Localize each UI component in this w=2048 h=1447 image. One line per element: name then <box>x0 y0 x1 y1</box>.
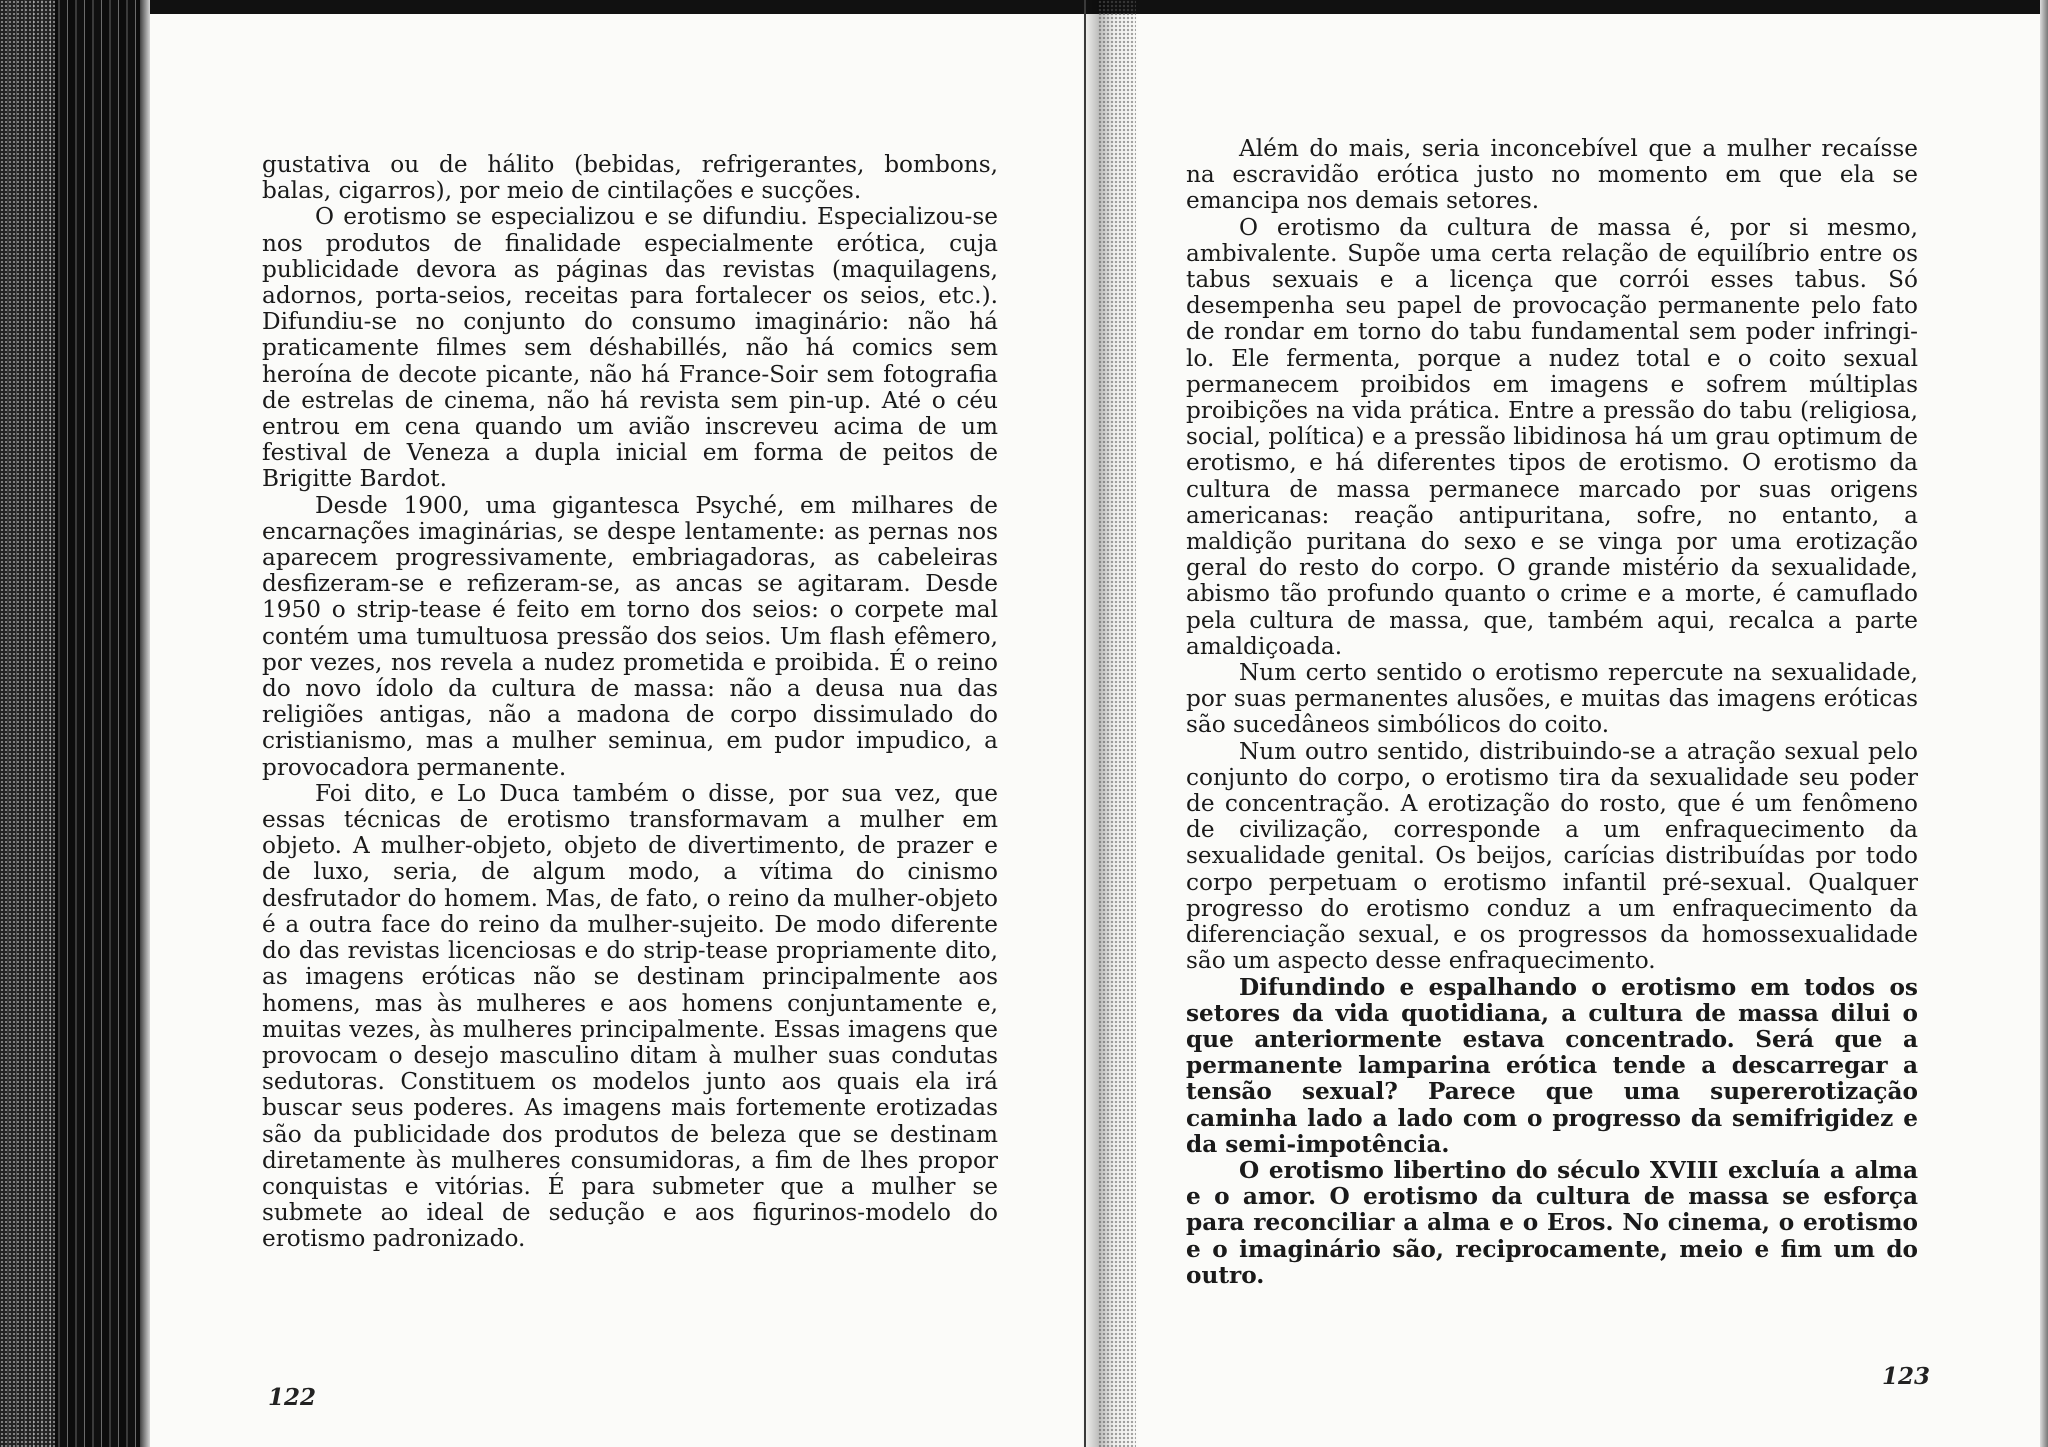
right-paragraph-5: Difundindo e espalhando o erotismo em todos os setores da vida quotidiana, a cultura de massa dilui o que anteriormente estava concentrado. Será que a permanente lamparina erótica tende a descarregar a tensão sexual? Parece que uma supererotização caminha lado a lado com o progresso da semifrigidez e da semi-impotência. <box>1186 973 1918 1158</box>
gutter-speckle <box>1098 0 1136 1447</box>
left-paragraph-4: Foi dito, e Lo Duca também o disse, por sua vez, que essas técnicas de erotismo transformavam a mulher em objeto. A mulher-objeto, objeto de divertimento, de prazer e de luxo, seria, de algum modo, a vítima do cinismo desfrutador do homem. Mas, de fato, o reino da mulher-objeto é a outra face do reino da mulher-sujeito. De modo diferente do das revistas licenciosas e do strip-tease propriamente dito, as imagens eróticas não se destinam principalmente aos homens, mas às mulheres e aos homens conjuntamente e, muitas vezes, às mulheres principalmente. Essas imagens que provocam o desejo masculino ditam à mulher suas condutas sedutoras. Constituem os modelos junto aos quais ela irá buscar seus poderes. As imagens mais fortemente erotizadas são da publicidade dos produtos de beleza que se destinam diretamente às mulheres consumidoras, a fim de lhes propor conquistas e vitórias. É para submeter que a mulher se submete ao ideal de sedução e aos figurinos-modelo do erotismo padronizado. <box>262 779 998 1253</box>
right-paragraph-2: O erotismo da cultura de massa é, por si mesmo, ambivalente. Supõe uma certa relação de equilíbrio entre os tabus sexuais e a licença que corrói esses tabus. Só desempenha seu papel de provocação permanente pelo fato de rondar em torno do tabu fundamental sem poder infringi-lo. Ele fermenta, porque a nudez total e o coito sexual permanecem proibidos em imagens e sofrem múltiplas proibições na vida prática. Entre a pressão do tabu (religiosa, social, política) e a pressão libidinosa há um grau optimum de erotismo, e há diferentes tipos de erotismo. O erotismo da cultura de massa permanece marcado por suas origens americanas: reação antipuritana, sofre, no entanto, a maldição puritana do sexo e se vinga por uma erotização geral do resto do corpo. O grande mistério da sexualidade, abismo tão profundo quanto o crime e a morte, é camuflado pela cultura de massa, que, também aqui, recalca a parte amaldiçoada. <box>1186 213 1918 660</box>
right-page-body <box>1186 136 1918 1289</box>
left-page-number: 122 <box>268 1384 317 1411</box>
scan-border-speckle <box>0 0 55 1447</box>
right-paragraph-6: O erotismo libertino do século XVIII excluía a alma e o amor. O erotismo da cultura de massa se esforça para reconciliar a alma e o Eros. No cinema, o erotismo e o imaginário são, reciprocamente, meio e fim um do outro. <box>1186 1156 1918 1289</box>
right-page-number: 123 <box>1882 1363 1931 1390</box>
right-paragraph-3: Num certo sentido o erotismo repercute na sexualidade, por suas permanentes alusões, e muitas das imagens eróticas são sucedâneos simbólicos do coito. <box>1186 659 1918 739</box>
gutter-line <box>1084 0 1086 1447</box>
left-paragraph-2: O erotismo se especializou e se difundiu. Especializou-se nos produtos de finalidade especialmente erótica, cuja publicidade devora as páginas das revistas (maquilagens, adornos, porta-seios, receitas para fortalecer os seios, etc.). Difundiu-se no conjunto do consumo imaginário: não há praticamente filmes sem déshabillés, não há comics sem heroína de decote picante, não há France-Soir sem fotografia de estrelas de cinema, não há revista sem pin-up. Até o céu entrou em cena quando um avião inscreveu acima de um festival de Veneza a dupla inicial em forma de peitos de Brigitte Bardot. <box>262 203 998 493</box>
right-paragraph-1: Além do mais, seria inconcebível que a mulher recaísse na escravidão erótica justo no momento em que ela se emancipa nos demais setores. <box>1186 135 1918 215</box>
left-paragraph-3: Desde 1900, uma gigantesca Psyché, em milhares de encarnações imaginárias, se despe lentamente: as pernas nos aparecem progressivamente, embriagadoras, as cabeleiras desfizeram-se e refizeram-se, as ancas se agitaram. Desde 1950 o strip-tease é feito em torno dos seios: o corpete mal contém uma tumultuosa pressão dos seios. Um flash efêmero, por vezes, nos revela a nudez prometida e proibida. É o reino do novo ídolo da cultura de massa: não a deusa nua das religiões antigas, não a madona de corpo dissimulado do cristianismo, mas a mulher seminua, em pudor impudico, a provocadora permanente. <box>262 491 998 781</box>
right-paragraph-4: Num outro sentido, distribuindo-se a atração sexual pelo conjunto do corpo, o erotismo tira da sexualidade seu poder de concentração. A erotização do rosto, que é um fenômeno de civilização, corresponde a um enfraquecimento da sexualidade genital. Os beijos, carícias distribuídas por todo corpo perpetuam o erotismo infantil pré-sexual. Qualquer progresso do erotismo conduz a um enfraquecimento da diferenciação sexual, e os progressos da homossexualidade são um aspecto desse enfraquecimento. <box>1186 737 1918 975</box>
left-page-body <box>262 152 998 1253</box>
scan-top-edge <box>0 0 2048 14</box>
right-page-edge <box>2040 0 2048 1447</box>
left-paragraph-1: gustativa ou de hálito (bebidas, refrigerantes, bombons, balas, cigarros), por meio de cintilações e sucções. <box>262 151 998 205</box>
